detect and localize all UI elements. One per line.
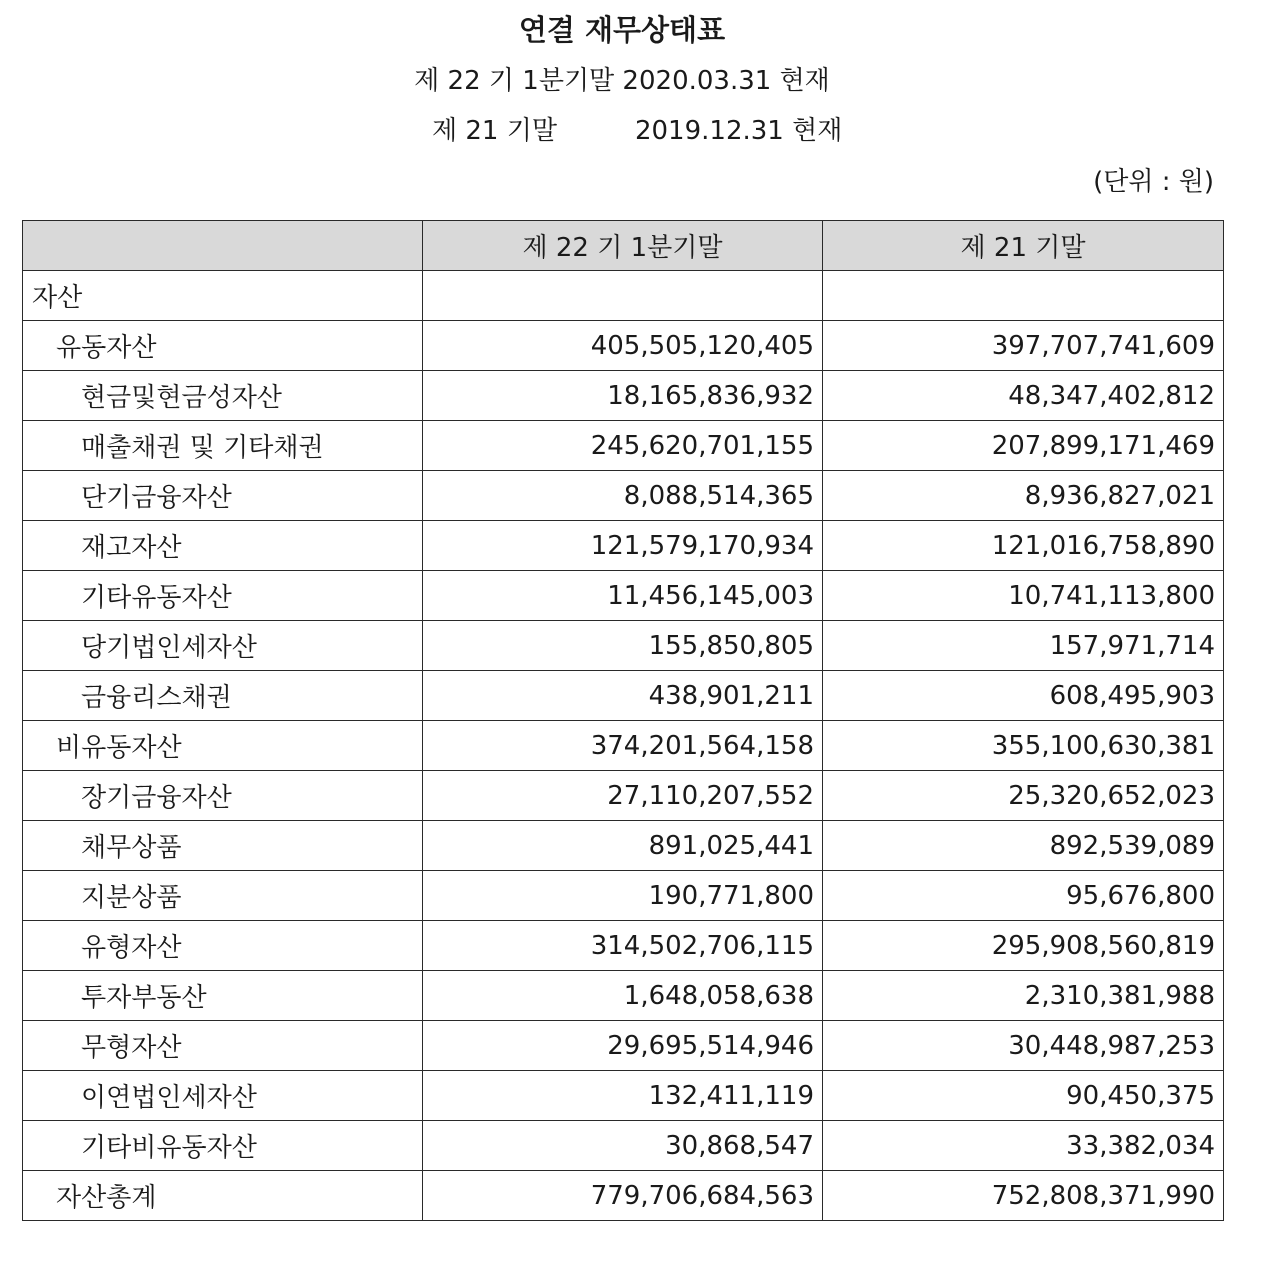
prior-period-caption xyxy=(432,113,842,149)
account-name-cell: 지분상품 xyxy=(23,871,423,921)
table-row xyxy=(23,321,1224,371)
table-row xyxy=(23,421,1224,471)
account-name-cell: 기타비유동자산 xyxy=(23,1121,423,1171)
account-name-cell: 비유동자산 xyxy=(23,721,423,771)
prior-period-label: 제 21 기말 xyxy=(432,116,557,146)
prior-period-value-cell: 48,347,402,812 xyxy=(823,371,1224,421)
column-header-account xyxy=(23,221,423,271)
current-period-value-cell: 30,868,547 xyxy=(423,1121,823,1171)
prior-period-value-cell: 608,495,903 xyxy=(823,671,1224,721)
table-body xyxy=(23,271,1224,1221)
table-row xyxy=(23,921,1224,971)
column-header-prior: 제 21 기말 xyxy=(823,221,1224,271)
account-name-cell: 유동자산 xyxy=(23,321,423,371)
table-row xyxy=(23,271,1224,321)
table-row xyxy=(23,521,1224,571)
table-header-row xyxy=(23,221,1224,271)
table-row xyxy=(23,371,1224,421)
current-period-value-cell: 11,456,145,003 xyxy=(423,571,823,621)
prior-period-value-cell: 8,936,827,021 xyxy=(823,471,1224,521)
account-name-cell: 이연법인세자산 xyxy=(23,1071,423,1121)
column-header-current: 제 22 기 1분기말 xyxy=(423,221,823,271)
table-row xyxy=(23,471,1224,521)
account-name-cell: 채무상품 xyxy=(23,821,423,871)
table-row xyxy=(23,671,1224,721)
current-period-value-cell: 438,901,211 xyxy=(423,671,823,721)
prior-period-value-cell: 207,899,171,469 xyxy=(823,421,1224,471)
current-period-value-cell: 190,771,800 xyxy=(423,871,823,921)
prior-period-value-cell: 30,448,987,253 xyxy=(823,1021,1224,1071)
statement-title: 연결 재무상태표 xyxy=(518,13,726,47)
current-period-value-cell: 374,201,564,158 xyxy=(423,721,823,771)
current-period-value-cell: 18,165,836,932 xyxy=(423,371,823,421)
current-period-value-cell: 779,706,684,563 xyxy=(423,1171,823,1221)
current-period-value-cell: 132,411,119 xyxy=(423,1071,823,1121)
prior-period-value-cell: 2,310,381,988 xyxy=(823,971,1224,1021)
prior-period-value-cell: 295,908,560,819 xyxy=(823,921,1224,971)
prior-period-value-cell: 397,707,741,609 xyxy=(823,321,1224,371)
table-row xyxy=(23,1021,1224,1071)
prior-period-value-cell: 892,539,089 xyxy=(823,821,1224,871)
prior-period-value-cell: 95,676,800 xyxy=(823,871,1224,921)
account-name-cell: 기타유동자산 xyxy=(23,571,423,621)
table-row xyxy=(23,621,1224,671)
account-name-cell: 금융리스채권 xyxy=(23,671,423,721)
current-period-value-cell: 891,025,441 xyxy=(423,821,823,871)
account-name-cell: 유형자산 xyxy=(23,921,423,971)
current-period-value-cell: 245,620,701,155 xyxy=(423,421,823,471)
unit-note: (단위 : 원) xyxy=(1093,167,1214,197)
prior-period-date: 2019.12.31 현재 xyxy=(634,116,843,146)
current-period-value-cell: 8,088,514,365 xyxy=(423,471,823,521)
current-period-value-cell: 405,505,120,405 xyxy=(423,321,823,371)
prior-period-value-cell: 752,808,371,990 xyxy=(823,1171,1224,1221)
prior-period-value-cell: 355,100,630,381 xyxy=(823,721,1224,771)
current-period-value-cell: 314,502,706,115 xyxy=(423,921,823,971)
table-row xyxy=(23,1071,1224,1121)
account-name-cell: 자산총계 xyxy=(23,1171,423,1221)
account-name-cell: 투자부동산 xyxy=(23,971,423,1021)
current-period-value-cell: 27,110,207,552 xyxy=(423,771,823,821)
table-row xyxy=(23,771,1224,821)
prior-period-value-cell: 33,382,034 xyxy=(823,1121,1224,1171)
table-row xyxy=(23,1171,1224,1221)
account-name-cell: 당기법인세자산 xyxy=(23,621,423,671)
prior-period-value-cell: 25,320,652,023 xyxy=(823,771,1224,821)
prior-period-value-cell xyxy=(823,271,1224,321)
account-name-cell: 재고자산 xyxy=(23,521,423,571)
account-name-cell: 장기금융자산 xyxy=(23,771,423,821)
table-row xyxy=(23,571,1224,621)
account-name-cell: 자산 xyxy=(23,271,423,321)
prior-period-value-cell: 90,450,375 xyxy=(823,1071,1224,1121)
current-period-value-cell xyxy=(423,271,823,321)
current-period-value-cell: 121,579,170,934 xyxy=(423,521,823,571)
table-row xyxy=(23,1121,1224,1171)
balance-sheet-table xyxy=(22,220,1224,1221)
current-period-value-cell: 29,695,514,946 xyxy=(423,1021,823,1071)
table-row xyxy=(23,721,1224,771)
table-row xyxy=(23,871,1224,921)
current-period-value-cell: 1,648,058,638 xyxy=(423,971,823,1021)
prior-period-value-cell: 157,971,714 xyxy=(823,621,1224,671)
account-name-cell: 무형자산 xyxy=(23,1021,423,1071)
prior-period-value-cell: 10,741,113,800 xyxy=(823,571,1224,621)
account-name-cell: 단기금융자산 xyxy=(23,471,423,521)
prior-period-value-cell: 121,016,758,890 xyxy=(823,521,1224,571)
table-row xyxy=(23,971,1224,1021)
account-name-cell: 현금및현금성자산 xyxy=(23,371,423,421)
current-period-value-cell: 155,850,805 xyxy=(423,621,823,671)
table-row xyxy=(23,821,1224,871)
current-period-caption: 제 22 기 1분기말 2020.03.31 현재 xyxy=(414,66,830,96)
account-name-cell: 매출채권 및 기타채권 xyxy=(23,421,423,471)
